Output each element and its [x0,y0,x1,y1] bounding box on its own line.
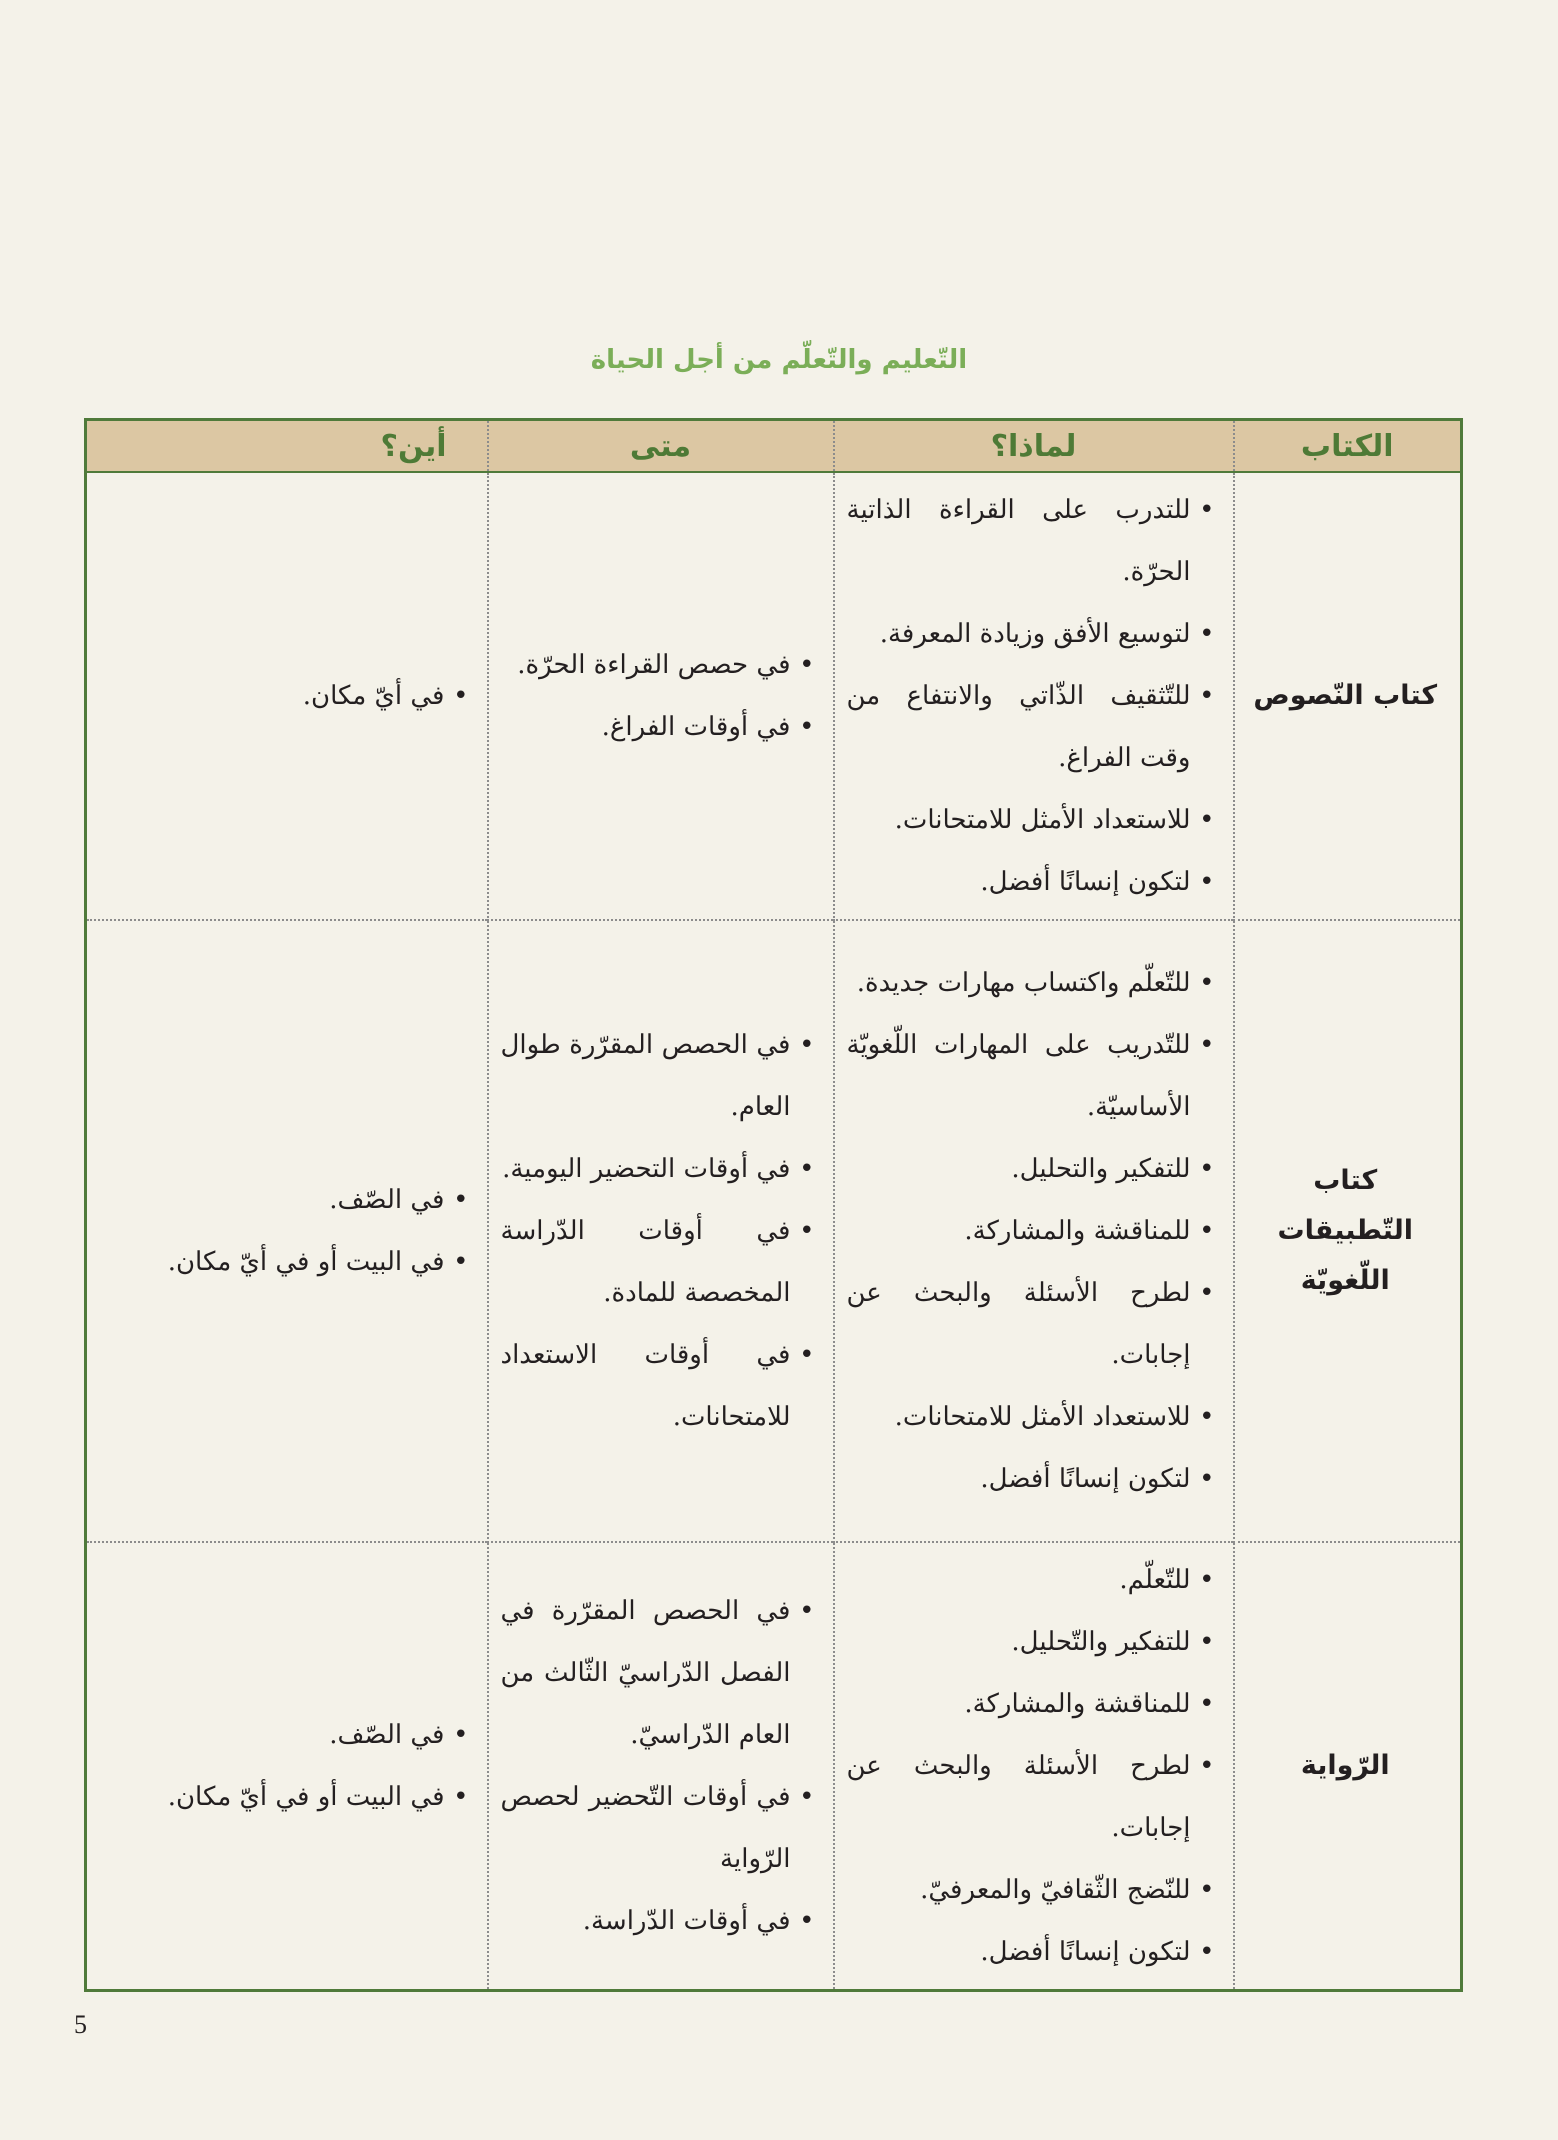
table-row [86,472,1462,920]
why-cell [834,472,1234,920]
list-item: • للتّعلّم. [847,1549,1217,1611]
header-book: الكتاب [1234,420,1462,473]
list-item: • في الحصص المقرّرة طوال العام. [501,1014,817,1138]
list-item: • للاستعداد الأمثل للامتحانات. [847,789,1217,851]
list-item: • للنّضج الثّقافيّ والمعرفيّ. [847,1859,1217,1921]
why-list [847,1549,1217,1983]
book-cell [1234,920,1462,1542]
header-when: متى [488,420,834,473]
header-where: أين؟ [86,420,488,473]
when-list [501,634,817,758]
books-table [84,418,1463,1992]
table-header-row [86,420,1462,473]
when-list [501,1580,817,1952]
list-item: • في أوقات الاستعداد للامتحانات. [501,1324,817,1448]
table-row [86,1542,1462,1991]
where-cell [86,1542,488,1991]
list-item: • للتّدريب على المهارات اللّغويّة الأساسيّة. [847,1014,1217,1138]
list-item: • في أوقات التّحضير لحصص الرّواية [501,1766,817,1890]
list-item: • للتفكير والتّحليل. [847,1611,1217,1673]
table-row [86,920,1462,1542]
list-item: • في أيّ مكان. [99,665,471,727]
where-list [99,1704,471,1828]
list-item: • لتكون إنسانًا أفضل. [847,851,1217,913]
list-item: • في أوقات التحضير اليومية. [501,1138,817,1200]
book-name: الرّواية [1300,1750,1390,1781]
book-name: كتاب النّصوص [1253,680,1438,711]
list-item: • للتفكير والتحليل. [847,1138,1217,1200]
list-item: • لتكون إنسانًا أفضل. [847,1448,1217,1510]
list-item: • للاستعداد الأمثل للامتحانات. [847,1386,1217,1448]
book-name: كتاب التّطبيقات [1277,1165,1413,1246]
list-item: • للتدرب على القراءة الذاتية الحرّة. [847,479,1217,603]
page-number: 5 [74,2010,87,2039]
list-item: • في حصص القراءة الحرّة. [501,634,817,696]
page-title: التّعليم والتّعلّم من أجل الحياة [590,345,968,375]
list-item: • في الصّف. [99,1169,471,1231]
when-cell [488,1542,834,1991]
list-item: • في البيت أو في أيّ مكان. [99,1231,471,1293]
list-item: • للتّثقيف الذّاتي والانتفاع من وقت الفراغ. [847,665,1217,789]
list-item: • لتكون إنسانًا أفضل. [847,1921,1217,1983]
book-name: اللّغويّة [1300,1265,1390,1296]
list-item: • لطرح الأسئلة والبحث عن إجابات. [847,1735,1217,1859]
header-why: لماذا؟ [834,420,1234,473]
list-item: • للمناقشة والمشاركة. [847,1200,1217,1262]
when-cell [488,920,834,1542]
book-cell [1234,1542,1462,1991]
list-item: • في البيت أو في أيّ مكان. [99,1766,471,1828]
why-cell [834,920,1234,1542]
where-cell [86,920,488,1542]
why-list [847,952,1217,1510]
where-list [99,1169,471,1293]
list-item: • في الحصص المقرّرة في الفصل الدّراسيّ الثّالث من العام الدّراسيّ. [501,1580,817,1766]
why-list [847,479,1217,913]
list-item: • في أوقات الدّراسة المخصصة للمادة. [501,1200,817,1324]
where-list [99,665,471,727]
where-cell [86,472,488,920]
list-item: • للمناقشة والمشاركة. [847,1673,1217,1735]
list-item: • في الصّف. [99,1704,471,1766]
when-cell [488,472,834,920]
book-cell [1234,472,1462,920]
list-item: • في أوقات الفراغ. [501,696,817,758]
list-item: • في أوقات الدّراسة. [501,1890,817,1952]
when-list [501,1014,817,1448]
list-item: • لطرح الأسئلة والبحث عن إجابات. [847,1262,1217,1386]
list-item: • لتوسيع الأفق وزيادة المعرفة. [847,603,1217,665]
list-item: • للتّعلّم واكتساب مهارات جديدة. [847,952,1217,1014]
why-cell [834,1542,1234,1991]
